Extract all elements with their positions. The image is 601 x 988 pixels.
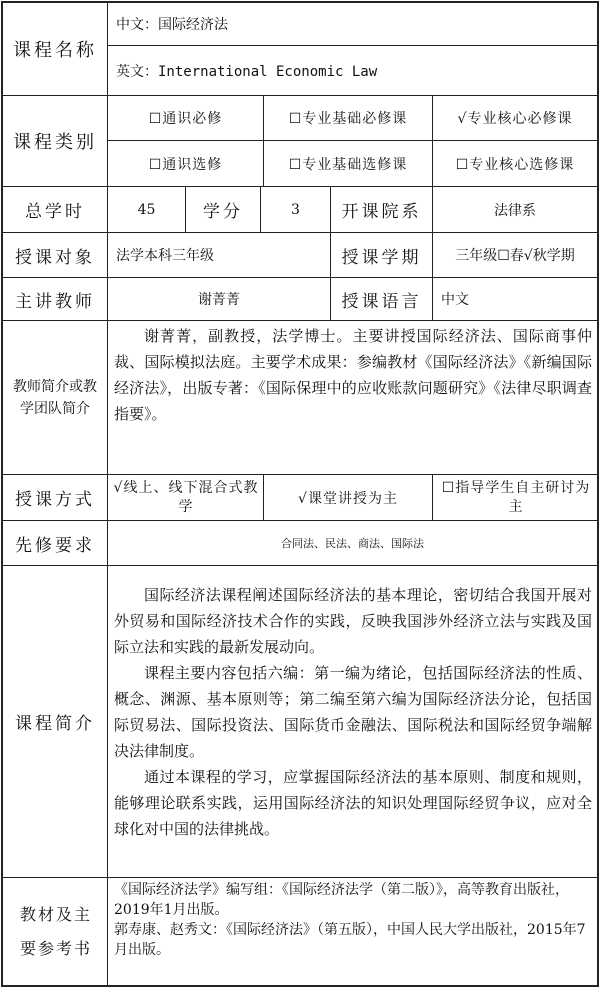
option-basic-required: ☐专业基础必修课 [288,111,408,127]
option-core-elective: ☐专业核心选修课 [455,156,575,173]
option-basic-elective: ☐专业基础选修课 [288,156,408,173]
option-core-required: √专业核心必修课 [457,111,573,127]
textbook-item: 郭寿康、赵秀文：《国际经济法》（第五版），中国人民大学出版社，2015年7月出版。 [114,922,586,958]
teacher-intro-text: 谢菁菁，副教授，法学博士。主要讲授国际经济法、国际商事仲裁、国际模拟法庭。主要学术成果：参编教材《国际经济法》《新编国际经济法》，出版专著：《国际保理中的应收账款问题研究》《法律尽职调查指要》。 [114,327,592,423]
option-general-elective: ☐通识选修 [148,156,223,173]
teacher-value: 谢菁菁 [198,292,240,308]
department-value: 法律系 [494,202,536,219]
hours-value: 45 [137,201,156,218]
course-name-label: 课程名称 [13,40,97,61]
textbook-item: 《国际经济法学》编写组：《国际经济法学（第二版）》，高等教育出版社，2019年1月出版。 [114,882,569,918]
course-name-cn: 中文：国际经济法 [116,17,228,33]
teacher-intro-label: 教师简介或教学团队简介 [13,378,97,417]
textbooks-body [114,880,594,984]
course-intro-paragraph: 课程主要内容包括六编：第一编为绪论，包括国际经济法的性质、概念、渊源、基本原则等；第二编至第六编为国际经济法分论，包括国际贸易法、国际投资法、国际货币金融法、国际税法和国际经贸争端解决法律制度。 [114,664,592,760]
mode-self-study: ☐指导学生自主研讨为主 [441,479,591,515]
course-intro-body [114,582,592,872]
teacher-intro-body [114,323,592,473]
textbooks-label: 教材及主要参考书 [19,904,92,958]
language-value: 中文 [441,292,469,308]
course-intro-paragraph: 通过本课程的学习，应掌握国际经济法的基本原则、制度和规则，能够理论联系实践，运用国际经济法的知识处理国际经贸争议，应对全球化对中国的法律挑战。 [114,768,592,838]
language-label: 授课语言 [341,291,422,312]
hours-label: 总学时 [25,202,85,222]
prerequisites-value: 合同法、民法、商法、国际法 [281,537,424,550]
course-intro-label: 课程简介 [15,714,95,734]
teaching-mode-label: 授课方式 [15,490,95,510]
semester-value: 三年级☐春√秋学期 [455,248,575,264]
prerequisites-label: 先修要求 [15,535,95,556]
semester-label: 授课学期 [341,247,422,268]
mode-lecture: √课堂讲授为主 [298,490,398,507]
audience-label: 授课对象 [15,247,95,268]
course-name-en: 英文：International Economic Law [116,63,378,80]
course-type-label: 课程类别 [13,132,97,153]
credits-value: 3 [291,201,300,218]
mode-blended: √线上、线下混合式教学 [113,479,259,515]
course-intro-paragraph: 国际经济法课程阐述国际经济法的基本理论，密切结合我国开展对外贸易和国际经济技术合作的实践，反映我国涉外经济立法与实践及国际立法和实践的最新发展动向。 [114,586,592,656]
audience-value: 法学本科三年级 [116,248,214,264]
option-general-required: ☐通识必修 [148,111,223,127]
credits-label: 学分 [203,202,243,222]
department-label: 开课院系 [341,202,422,222]
teacher-label: 主讲教师 [15,291,95,312]
